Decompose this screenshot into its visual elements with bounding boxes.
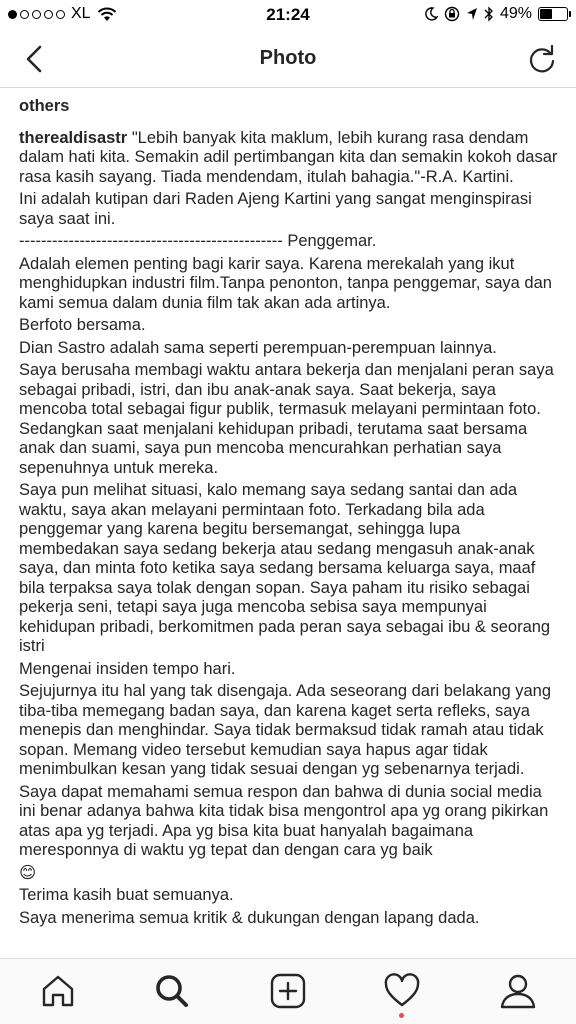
tab-bar [0,958,576,1024]
caption-area [0,89,576,958]
caption-text: "Lebih banyak kita maklum, lebih kurang rasa dendam dalam hati kita. Semakin adil pertimbangan kita dan semakin kokoh dasar rasa kasih sayang. Tiada mendendam, itulah bahagia."-R.A. Kartini. [19,128,558,186]
caption-paragraph: Saya pun melihat situasi, kalo memang saya sedang santai dan ada waktu, saya akan melayani permintaan foto. Terkadang bila ada penggemar yang karena begitu bersemangat, sehingga lupa membedakan saya sedang bekerja atau sedang mengasuh anak-anak saya, dan minta foto ketika saya sedang bersama keluarga saya, maaf bila terpaksa saya tolak dengan sopan. Saya paham itu risiko sebagai pekerja seni, tetapi saya juga mencoba sebisa saya mempunyai kehidupan pribadi, berkomitmen pada peran saya sebagai ibu & seorang istri [19,481,551,655]
activity-indicator-dot [399,1013,404,1018]
navigation-bar [0,30,576,88]
profile-icon[interactable] [498,971,538,1011]
others-label[interactable]: others [19,97,70,115]
rotation-lock-icon [444,6,460,22]
heart-icon[interactable] [382,971,422,1011]
caption-paragraph: Ini adalah kutipan dari Raden Ajeng Kartini yang sangat menginspirasi saya saat ini. [19,190,532,228]
status-right [424,5,568,23]
home-icon[interactable] [38,971,78,1011]
battery-percent: 49% [499,5,532,22]
caption-paragraph: ------------------------------------------------ Penggemar. [19,232,377,250]
clock: 21:24 [266,5,310,24]
carrier-label: XL [71,5,91,22]
smile-emoji: 😊 [19,863,37,882]
status-bar [0,0,576,30]
caption-paragraph: Dian Sastro adalah sama seperti perempuan-perempuan lainnya. [19,338,497,357]
username-link[interactable]: therealdisastr [19,128,128,147]
bluetooth-icon [484,6,494,22]
moon-icon [424,7,438,21]
page-title: Photo [259,47,317,69]
refresh-icon[interactable] [526,42,558,76]
caption-paragraph: Adalah elemen penting bagi karir saya. Karena merekalah yang ikut menghidupkan industri film.Tanpa penonton, tanpa penggemar, saya dan kami semua dalam dunia film tak akan ada artinya. [19,254,552,312]
location-arrow-icon [466,7,478,21]
caption-paragraph: Saya berusaha membagi waktu antara bekerja dan menjalani peran saya sebagai pribadi, istri, dan ibu anak-anak saya. Saat bekerja, saya mencoba total sebagai figur publik, termasuk melayani permintaan foto. Sedangkan saat menjalani kehidupan pribadi, terutama saat bersama anak dan suami, saya pun mencoba mencurahkan perhatian saya sepenuhnya untuk mereka. [19,361,554,477]
cut-off-line [19,89,560,97]
caption-paragraph: Sejujurnya itu hal yang tak disengaja. Ada seseorang dari belakang yang tiba-tiba memegang badan saya, dan karena kaget serta refleks, saya menepis dan menghindar. Saya tidak bermaksud tidak ramah atau tidak sopan. Memang video tersebut kemudian saya hapus agar tidak menimbulkan kesan yang tidak sesuai dengan yg sebenarnya terjadi. [19,682,552,778]
caption-paragraph: Saya menerima semua kritik & dukungan dengan lapang dada. [19,908,480,927]
search-icon[interactable] [152,971,192,1011]
caption-paragraph: Terima kasih buat semuanya. [19,886,234,904]
caption-first-paragraph [19,129,560,188]
caption-paragraph: Berfoto bersama. [19,316,146,334]
add-post-icon[interactable] [268,971,308,1011]
battery-icon [538,7,568,21]
caption-paragraph: Mengenai insiden tempo hari. [19,659,236,678]
caption-paragraph: Saya dapat memahami semua respon dan bahwa di dunia social media ini benar adanya bahwa kita tidak bisa mengontrol apa yg orang pikirkan atas apa yg terjadi. Apa yg bisa kita buat hanyalah bagaimana meresponnya di waktu yg tepat dan dengan cara yg baik [19,782,549,859]
